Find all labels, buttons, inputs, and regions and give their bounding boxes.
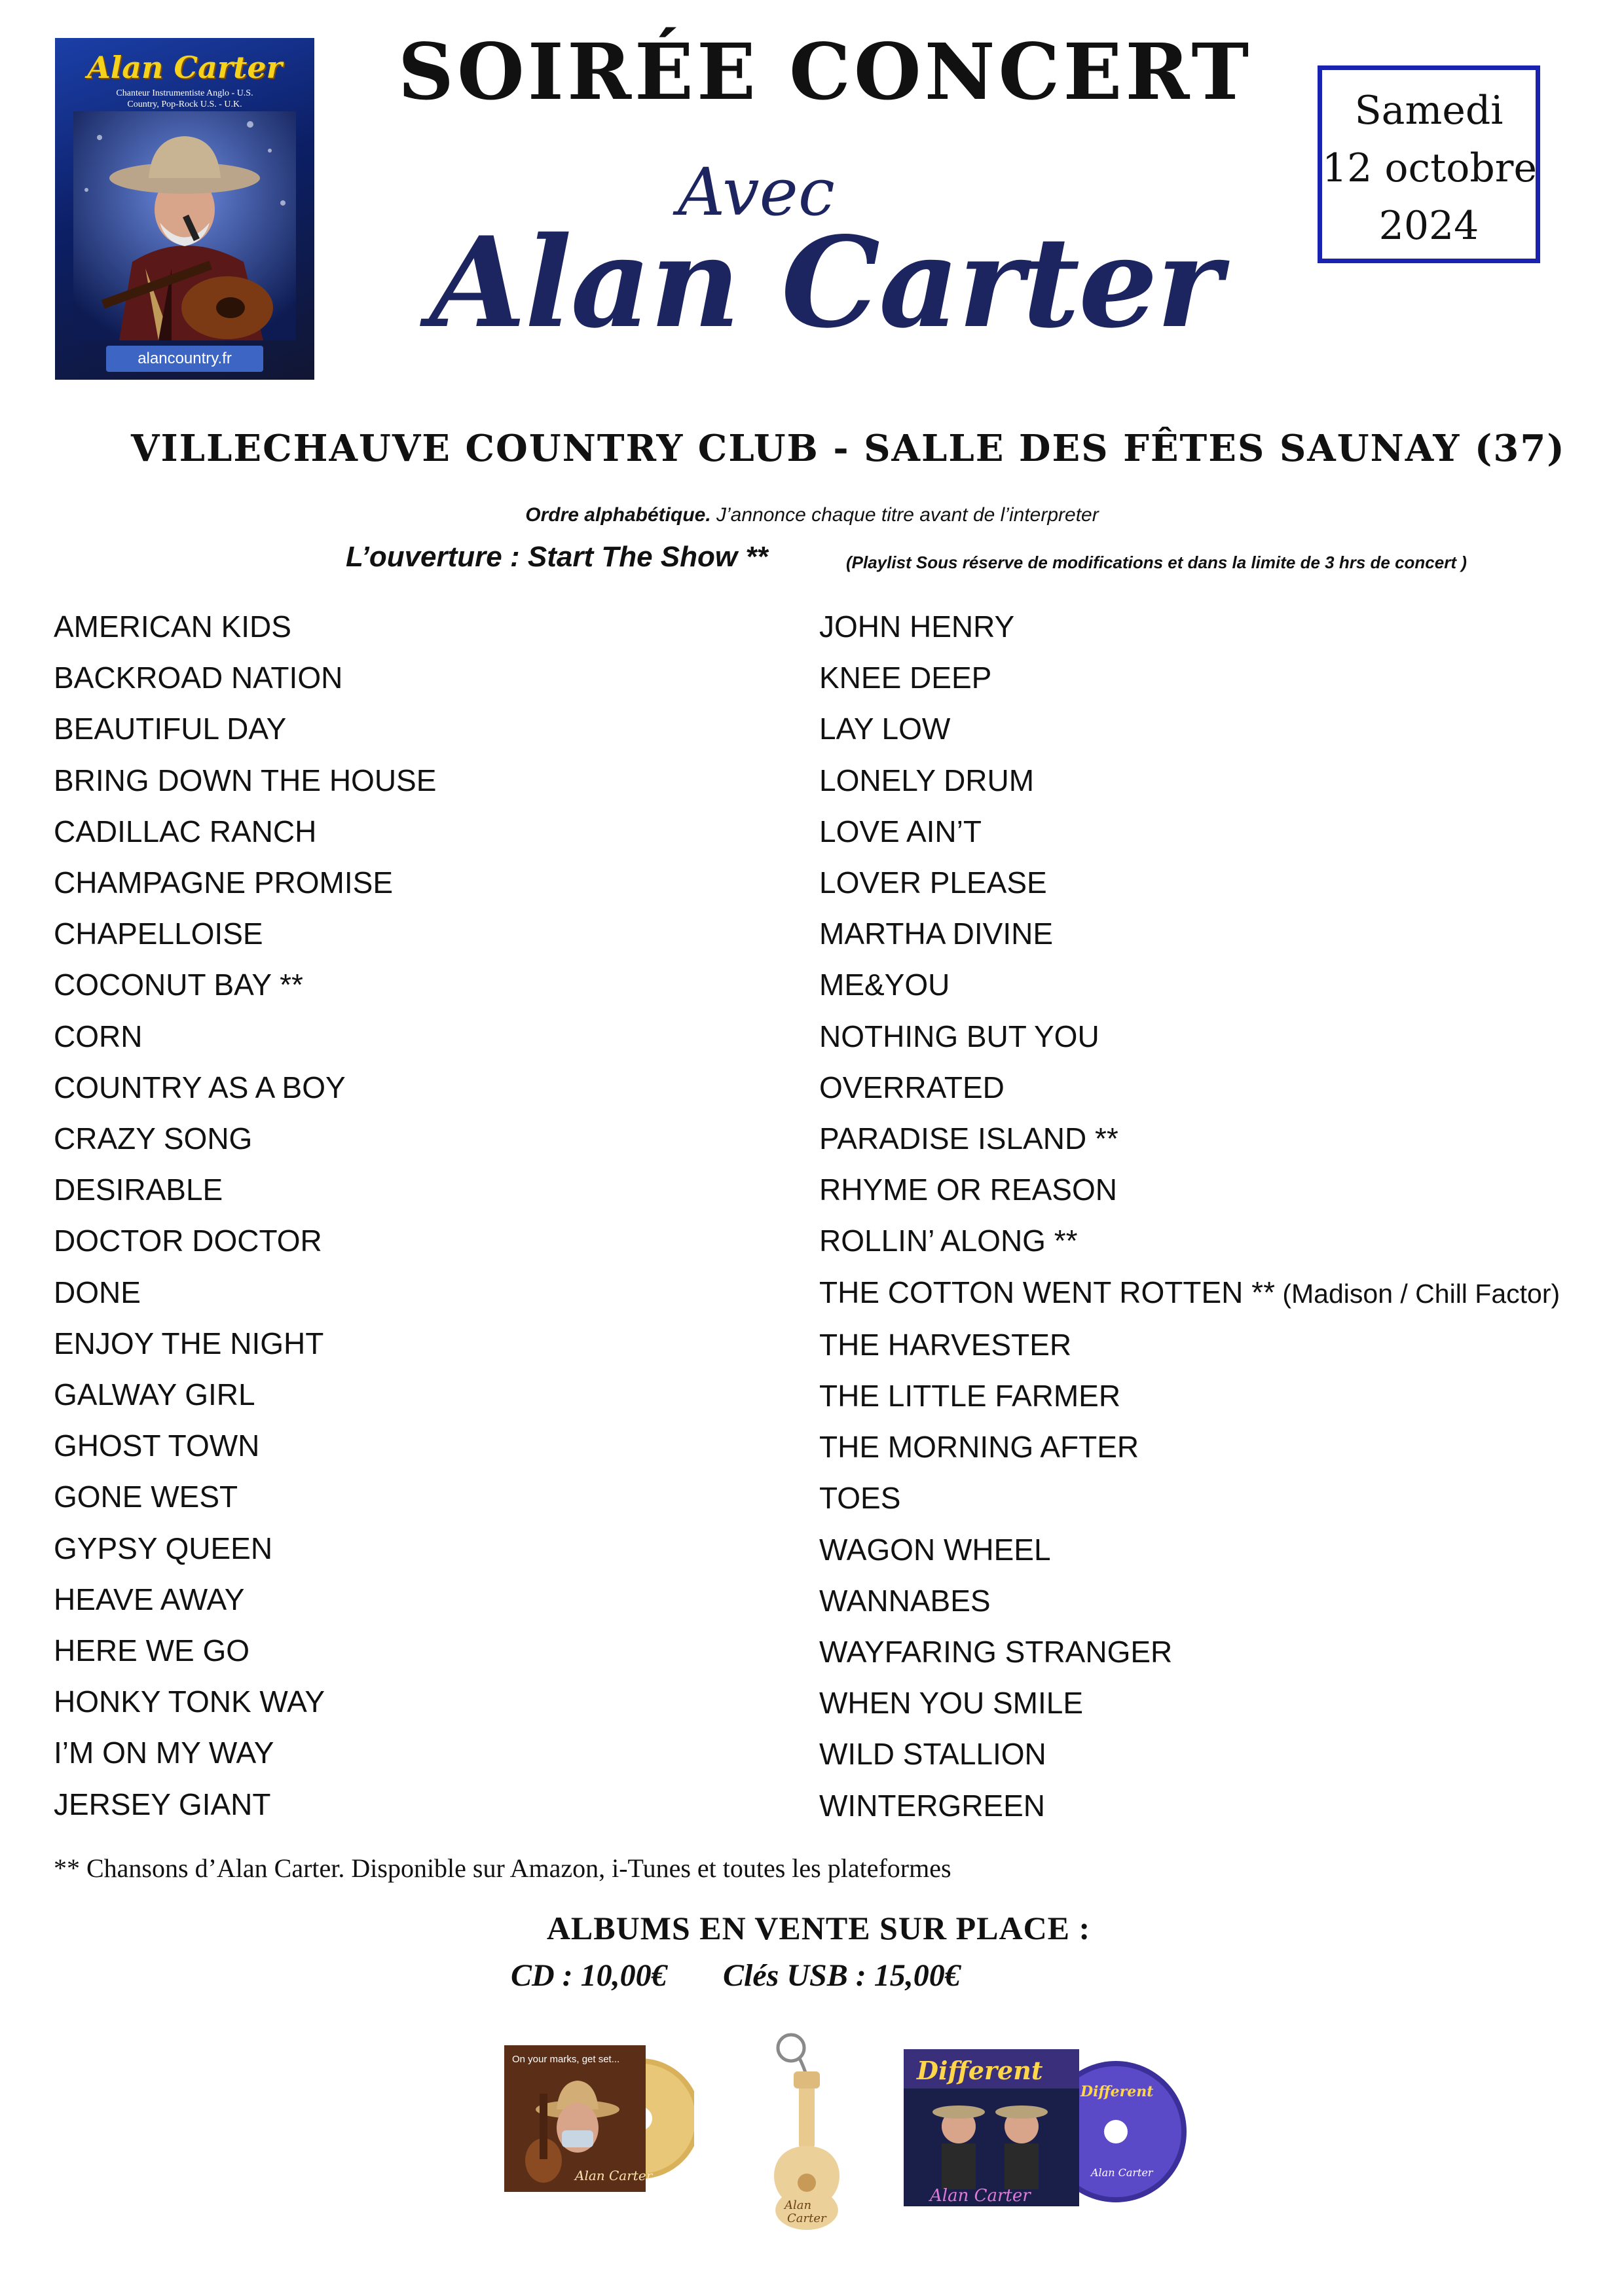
song-title: CHAMPAGNE PROMISE: [54, 866, 393, 900]
song-dance-note: (Madison / Chill Factor): [1274, 1278, 1560, 1309]
song-item: [819, 1011, 1560, 1062]
song-item: [819, 1524, 1560, 1575]
song-title: WANNABES: [819, 1583, 991, 1618]
poster-artist-name: Alan Carter: [87, 50, 282, 85]
opening-song-note: L’ouverture : Start The Show **: [346, 541, 768, 573]
order-note: [327, 504, 1297, 526]
song-item: [819, 857, 1560, 908]
song-title: OVERRATED: [819, 1070, 1005, 1104]
song-item: [54, 806, 436, 857]
song-item: [54, 1574, 436, 1625]
song-item: [54, 652, 436, 703]
song-item: [819, 703, 1560, 754]
song-title: KNEE DEEP: [819, 661, 992, 695]
song-title: BEAUTIFUL DAY: [54, 712, 287, 746]
song-item: [819, 601, 1560, 652]
song-item: [54, 1062, 436, 1113]
cd-album-image-2: [904, 2041, 1192, 2212]
usb-signature-line-2: Carter: [787, 2212, 826, 2225]
song-title: THE MORNING AFTER: [819, 1430, 1139, 1465]
song-title: GALWAY GIRL: [54, 1377, 255, 1412]
song-title: DONE: [54, 1275, 141, 1309]
song-title: ENJOY THE NIGHT: [54, 1326, 324, 1360]
song-title: LOVE AIN’T: [819, 814, 982, 848]
song-item: [54, 1318, 436, 1369]
cd-price: CD : 10,00€: [511, 1958, 667, 1993]
song-title: RHYME OR REASON: [819, 1173, 1117, 1207]
cd1-caption: On your marks, get set...: [512, 2054, 620, 2065]
song-item: [819, 1164, 1560, 1215]
song-title: HEAVE AWAY: [54, 1582, 245, 1616]
song-item: [819, 1319, 1560, 1370]
song-title: WINTERGREEN: [819, 1788, 1045, 1823]
song-title: GONE WEST: [54, 1480, 238, 1514]
song-item: [819, 652, 1560, 703]
song-title: LOVER PLEASE: [819, 866, 1047, 900]
song-title: I’M ON MY WAY: [54, 1736, 274, 1770]
song-title: AMERICAN KIDS: [54, 610, 291, 644]
song-item: [54, 1164, 436, 1215]
song-item: [819, 1267, 1560, 1319]
song-title: HONKY TONK WAY: [54, 1685, 325, 1719]
song-item: [54, 1369, 436, 1420]
song-title: COUNTRY AS A BOY: [54, 1070, 346, 1104]
event-date: 12 octobre: [1322, 145, 1537, 191]
footnote: ** Chansons d’Alan Carter. Disponible sur Amazon, i-Tunes et toutes les plateformes: [54, 1853, 951, 1883]
song-title: ROLLIN’ ALONG **: [819, 1224, 1078, 1258]
song-item: [54, 1267, 436, 1318]
order-note-text: J’annonce chaque titre avant de l’interpreter: [710, 504, 1099, 526]
poster-tagline-line-2: Country, Pop-Rock U.S. - U.K.: [127, 100, 242, 109]
song-title: ME&YOU: [819, 968, 950, 1002]
song-title: DESIRABLE: [54, 1173, 223, 1207]
song-item: [54, 1779, 436, 1830]
song-title: GYPSY QUEEN: [54, 1531, 273, 1565]
song-item: [819, 1421, 1560, 1472]
song-item: [819, 1370, 1560, 1421]
song-title: HERE WE GO: [54, 1633, 250, 1668]
playlist-disclaimer: (Playlist Sous réserve de modifications et dans la limite de 3 hrs de concert ): [846, 553, 1467, 572]
song-item: [54, 703, 436, 754]
song-item: [54, 908, 436, 959]
song-title: THE COTTON WENT ROTTEN **: [819, 1275, 1275, 1309]
song-item: [54, 1113, 436, 1164]
cd2-disc-signature: Alan Carter: [1091, 2166, 1153, 2179]
song-item: [54, 1676, 436, 1727]
song-item: [819, 1575, 1560, 1626]
cd2-disc-label: Different: [1080, 2083, 1154, 2100]
song-list-left: [54, 601, 436, 1830]
artist-photo: [73, 111, 296, 340]
song-title: CRAZY SONG: [54, 1121, 253, 1156]
song-list-right: [819, 601, 1560, 1831]
song-item: [819, 755, 1560, 806]
song-title: LAY LOW: [819, 712, 951, 746]
song-item: [54, 857, 436, 908]
albums-heading: ALBUMS EN VENTE SUR PLACE :: [546, 1910, 1091, 1946]
song-item: [819, 806, 1560, 857]
poster-website-link[interactable]: alancountry.fr: [106, 346, 263, 372]
song-item: [819, 1677, 1560, 1728]
cd2-signature: Alan Carter: [930, 2186, 1031, 2206]
artist-name-title: Alan Carter: [429, 210, 1221, 355]
song-item: [819, 1215, 1560, 1266]
song-item: [54, 601, 436, 652]
song-title: LONELY DRUM: [819, 763, 1035, 797]
song-item: [54, 1625, 436, 1676]
event-date-box: [1318, 65, 1540, 263]
song-title: THE LITTLE FARMER: [819, 1379, 1121, 1413]
event-subtitle-avec: Avec: [678, 154, 835, 230]
song-title: THE HARVESTER: [819, 1327, 1072, 1362]
song-title: GHOST TOWN: [54, 1429, 260, 1463]
song-item: [819, 1472, 1560, 1523]
poster-tagline-line-1: Chanteur Instrumentiste Anglo - U.S.: [116, 88, 253, 98]
event-title: SOIRÉE CONCERT: [397, 26, 1253, 117]
song-item: [54, 1523, 436, 1574]
song-item: [54, 755, 436, 806]
song-item: [819, 1626, 1560, 1677]
song-title: WILD STALLION: [819, 1737, 1046, 1772]
song-item: [54, 1420, 436, 1471]
poster-tagline: [55, 88, 314, 110]
usb-key-image: [745, 2031, 863, 2231]
song-item: [819, 1113, 1560, 1164]
song-item: [819, 1728, 1560, 1779]
song-item: [54, 1215, 436, 1266]
order-note-bold: Ordre alphabétique.: [525, 504, 711, 526]
song-item: [819, 1062, 1560, 1113]
song-title: JERSEY GIANT: [54, 1787, 271, 1821]
song-title: WAGON WHEEL: [819, 1532, 1051, 1567]
song-title: PARADISE ISLAND **: [819, 1121, 1118, 1156]
song-item: [819, 908, 1560, 959]
song-title: DOCTOR DOCTOR: [54, 1224, 322, 1258]
song-item: [819, 959, 1560, 1010]
song-item: [54, 1011, 436, 1062]
event-year: 2024: [1378, 203, 1479, 249]
song-item: [54, 959, 436, 1010]
artist-poster: [55, 38, 314, 380]
song-title: BRING DOWN THE HOUSE: [54, 763, 437, 797]
song-title: NOTHING BUT YOU: [819, 1019, 1099, 1053]
song-title: COCONUT BAY **: [54, 968, 303, 1002]
venue-line: VILLECHAUVE COUNTRY CLUB - SALLE DES FÊTES SAUNAY (37): [131, 427, 1566, 470]
event-day: Samedi: [1354, 88, 1504, 134]
song-item: [54, 1727, 436, 1778]
cd1-signature: Alan Carter: [575, 2168, 653, 2183]
cd-album-image-1: [504, 2041, 694, 2196]
song-item: [54, 1471, 436, 1522]
song-item: [819, 1780, 1560, 1831]
usb-price: Clés USB : 15,00€: [723, 1958, 961, 1993]
song-title: MARTHA DIVINE: [819, 917, 1053, 951]
song-title: CADILLAC RANCH: [54, 814, 317, 848]
song-title: WAYFARING STRANGER: [819, 1635, 1173, 1669]
song-title: CORN: [54, 1019, 143, 1053]
cd2-title: Different: [917, 2056, 1043, 2085]
usb-signature-line-1: Alan: [784, 2198, 812, 2212]
song-title: TOES: [819, 1481, 901, 1516]
song-title: BACKROAD NATION: [54, 661, 343, 695]
song-title: WHEN YOU SMILE: [819, 1686, 1083, 1721]
song-title: CHAPELLOISE: [54, 917, 263, 951]
song-title: JOHN HENRY: [819, 610, 1015, 644]
